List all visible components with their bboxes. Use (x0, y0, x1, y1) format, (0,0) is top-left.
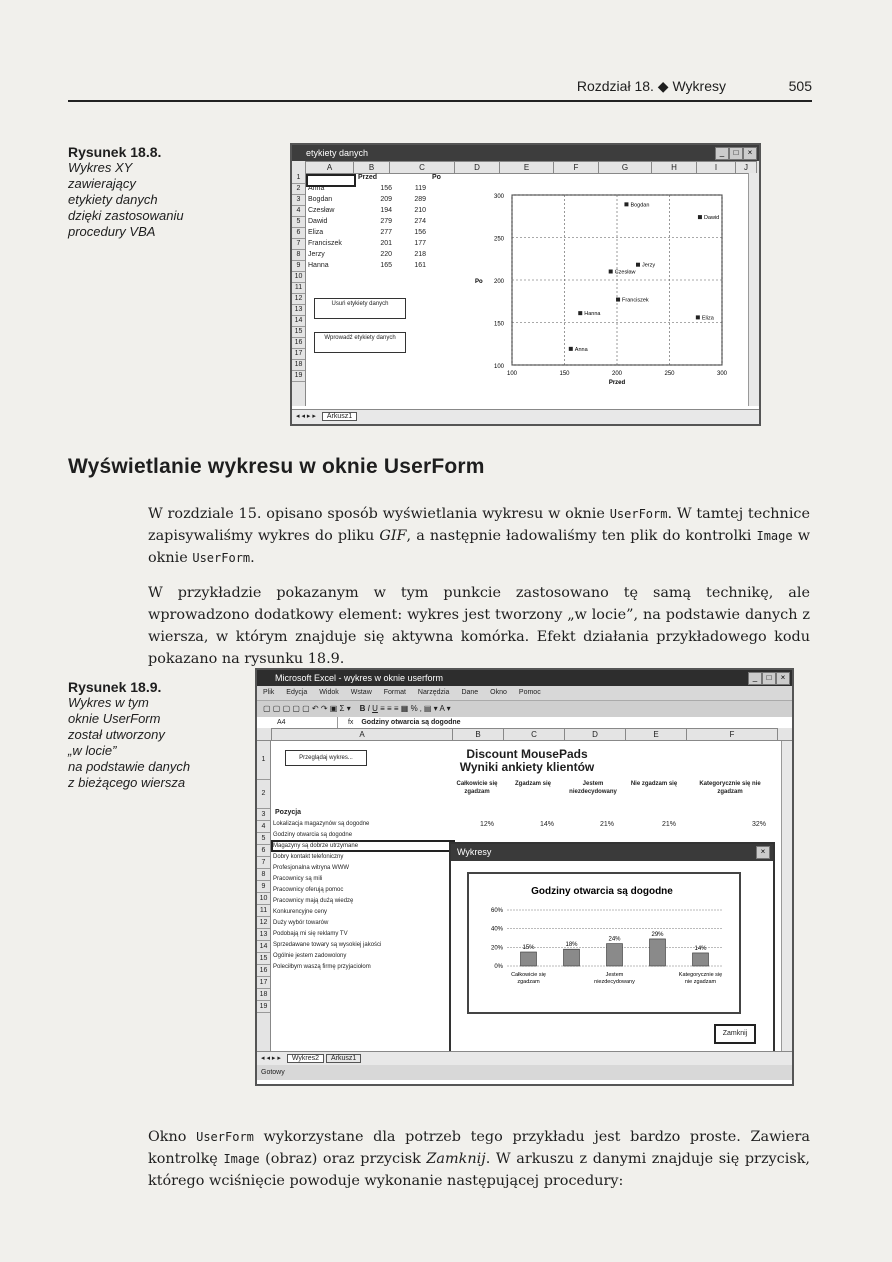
row-number[interactable]: 10 (257, 893, 270, 905)
caption-line: procedury VBA (68, 224, 156, 239)
response-header: Zgadzam się (514, 781, 551, 787)
item-row[interactable]: Podobają mi się reklamy TV (273, 931, 348, 937)
cell-name[interactable]: Eliza (308, 229, 324, 236)
cell-po[interactable]: 210 (414, 207, 426, 214)
vertical-scrollbar[interactable] (748, 173, 759, 406)
row-number[interactable]: 6 (292, 228, 305, 239)
x-axis-label: Przed (608, 380, 626, 386)
minimize-button[interactable]: _ (715, 147, 729, 160)
menu-item[interactable]: Format (383, 689, 406, 696)
value-cell[interactable]: 32% (752, 821, 767, 828)
table-row (308, 250, 426, 260)
header-przed: Przed (358, 174, 378, 181)
x-tick-label: 150 (559, 371, 570, 377)
item-row[interactable]: Pracownicy mają dużą wiedzę (273, 898, 354, 904)
bar-data-label: 14% (694, 945, 707, 952)
value-cell[interactable]: 12% (480, 821, 495, 828)
item-row[interactable]: Sprzedawane towary są wysokiej jakości (273, 942, 382, 948)
response-header: Nie zgadzam się (630, 781, 678, 787)
row-number[interactable]: 5 (257, 833, 270, 845)
vertical-scrollbar[interactable] (781, 741, 792, 1051)
menu-item[interactable]: Pomoc (518, 689, 541, 696)
row-number[interactable]: 14 (292, 316, 305, 327)
row-number[interactable]: 11 (292, 283, 305, 294)
chart-title: Godziny otwarcia są dogodne (531, 886, 673, 897)
text-run: W rozdziale 15. opisano sposób wyświetlania wykresu w oknie (148, 506, 610, 522)
row-number[interactable]: 2 (257, 780, 270, 809)
figure-18-8-caption (68, 144, 184, 240)
data-label: Eliza (701, 315, 714, 322)
row-number[interactable]: 9 (292, 261, 305, 272)
row-number[interactable]: 1 (292, 173, 305, 184)
row-header-column (257, 741, 271, 1051)
caption-line: „w locie” (68, 743, 117, 758)
dialog-titlebar (451, 844, 773, 861)
menu-item[interactable]: Plik (263, 689, 275, 696)
row-number[interactable]: 13 (292, 305, 305, 316)
row-number[interactable]: 6 (257, 845, 270, 857)
item-row[interactable]: Duży wybór towarów (273, 920, 329, 926)
fx-icon: fx (347, 719, 354, 726)
toolbar-icons[interactable]: ▢ ▢ ▢ ▢ ▢ ↶ ↷ ▣ Σ ▾ B I U ≡ ≡ ≡ ▦ % ‚ ▤ ▾ A ▾ (263, 704, 451, 713)
status-bar: Gotowy (257, 1065, 794, 1080)
cell-name[interactable]: Anna (308, 185, 325, 192)
row-number[interactable]: 19 (292, 371, 305, 382)
table-row (308, 195, 426, 205)
row-number[interactable]: 14 (257, 941, 270, 953)
paragraph-3 (148, 1126, 810, 1192)
y-tick-label: 200 (493, 279, 504, 285)
cell-name[interactable]: Hanna (308, 262, 329, 269)
bar (564, 949, 580, 966)
cell-name[interactable]: Bogdan (308, 196, 333, 203)
row-number[interactable]: 17 (292, 349, 305, 360)
cell-przed[interactable]: 201 (380, 240, 392, 247)
y-tick-label: 0% (494, 964, 503, 970)
header-po: Po (432, 174, 441, 181)
sheet-tab-wykres2[interactable]: Wykres2 (287, 1054, 324, 1063)
col-header[interactable]: H (651, 161, 697, 174)
bar (650, 939, 666, 966)
cell-name[interactable]: Czesław (308, 207, 335, 214)
y-tick-label: 20% (490, 945, 503, 952)
section-heading: Wyświetlanie wykresu w oknie UserForm (68, 455, 485, 478)
col-header[interactable]: A (271, 728, 453, 741)
close-button[interactable]: × (743, 147, 757, 160)
row-number[interactable]: 11 (257, 905, 270, 917)
response-header: Całkowicie się zgadzam (456, 781, 498, 795)
y-tick-label: 60% (490, 908, 503, 914)
menu-item[interactable]: Widok (319, 689, 339, 696)
caption-line: na podstawie danych (68, 759, 191, 774)
data-point[interactable] (609, 270, 613, 274)
bar-data-label: 18% (565, 942, 578, 949)
col-header[interactable]: A (305, 161, 354, 174)
caption-line: zawierający (68, 176, 136, 191)
caption-line: został utworzony (68, 727, 165, 742)
table-row (308, 206, 426, 216)
item-row[interactable]: Konkurencyjne ceny (273, 909, 328, 915)
toolbar (257, 700, 792, 717)
cell-przed[interactable]: 277 (380, 229, 392, 236)
italic-text: GIF (379, 528, 407, 544)
inline-code: UserForm (609, 507, 668, 521)
data-label: Bogdan (630, 202, 650, 209)
caption-line: dzięki zastosowaniu (68, 208, 184, 223)
userform-dialog (449, 842, 775, 1062)
maximize-button[interactable]: □ (729, 147, 743, 160)
col-header[interactable]: C (389, 161, 455, 174)
dialog-close-icon[interactable]: × (756, 846, 770, 859)
row-number[interactable]: 3 (257, 809, 270, 821)
row-number[interactable]: 16 (292, 338, 305, 349)
dialog-title: Wykresy (457, 847, 492, 857)
sheet-tab-bar (257, 1051, 792, 1065)
menu-item[interactable]: Okno (490, 689, 507, 696)
chapter-title: Rozdział 18. ◆ Wykresy (576, 78, 726, 94)
caption-line: oknie UserForm (68, 711, 161, 726)
image-control (467, 872, 741, 1014)
bar-data-label: 24% (608, 936, 621, 943)
cell-po[interactable]: 119 (414, 185, 426, 192)
value-cell[interactable]: 21% (600, 821, 615, 828)
x-tick-label: 300 (716, 371, 728, 377)
row-number[interactable]: 7 (292, 239, 305, 250)
bar-chart (469, 874, 735, 1008)
text-run: Okno (148, 1129, 197, 1145)
title-survey: Wyniki ankiety klientów (459, 760, 595, 774)
row-number[interactable]: 13 (257, 929, 270, 941)
y-tick-label: 250 (493, 236, 504, 243)
row-number[interactable]: 16 (257, 965, 270, 977)
item-row[interactable]: Ogólnie jestem zadowolony (273, 953, 347, 959)
menu-item[interactable]: Wstaw (350, 689, 372, 696)
paragraph-1 (148, 503, 810, 569)
sheet-tab-arkusz1[interactable]: Arkusz1 (326, 1054, 361, 1063)
bar-data-label: 15% (522, 945, 535, 951)
cell-po[interactable]: 218 (414, 251, 426, 258)
y-tick-label: 100 (493, 364, 504, 370)
y-tick-label: 40% (490, 926, 503, 933)
y-tick-label: 150 (493, 321, 504, 328)
item-row[interactable]: Godziny otwarcia są dogodne (273, 832, 353, 838)
italic-text: Zamknij (426, 1151, 486, 1167)
cell-po[interactable]: 289 (414, 196, 426, 203)
row-number[interactable]: 3 (292, 195, 305, 206)
cell-name[interactable]: Jerzy (308, 251, 325, 258)
cell-przed[interactable]: 194 (380, 207, 392, 214)
value-cell[interactable]: 14% (540, 821, 555, 828)
cell-po[interactable]: 177 (414, 240, 426, 247)
row-number[interactable]: 1 (257, 741, 270, 780)
x-tick-label: 250 (664, 371, 675, 377)
row-number[interactable]: 17 (257, 977, 270, 989)
table-row (308, 239, 426, 249)
data-point[interactable] (698, 215, 702, 219)
title-discount: Discount MousePads (466, 747, 588, 761)
data-label: Czesław (614, 269, 636, 276)
col-header[interactable]: B (452, 728, 504, 741)
row-number[interactable]: 18 (257, 989, 270, 1001)
inline-code: Image (756, 529, 793, 543)
row-number[interactable]: 19 (257, 1001, 270, 1013)
inline-code: UserForm (196, 1130, 254, 1144)
inline-code: Image (223, 1152, 260, 1166)
row-number[interactable]: 5 (292, 217, 305, 228)
col-header[interactable]: C (503, 728, 565, 741)
cell-przed[interactable]: 209 (380, 196, 392, 203)
data-point[interactable] (636, 263, 640, 267)
data-label: Jerzy (642, 262, 656, 269)
col-header[interactable]: E (499, 161, 554, 174)
xy-scatter-chart[interactable] (467, 183, 742, 398)
col-header[interactable]: B (353, 161, 390, 174)
caption-line: Wykres w tym (68, 695, 149, 710)
x-tick-label: 100 (506, 371, 518, 377)
paragraph-2: W przykładzie pokazanym w tym punkcie zastosowano tę samą technikę, ale wprowadzono dodatkowy element: wykres jest tworzony „w locie”, na podstawie danych z wiersza, w którym znajduje się aktywna komórka. Efekt działania przykładowego kodu pokazano na rysunku 18.9. (148, 585, 810, 667)
col-header[interactable]: E (625, 728, 687, 741)
window-titlebar (257, 670, 792, 686)
add-labels-button[interactable]: Wprowadź etykiety danych (314, 332, 406, 353)
figure-label: Rysunek 18.9. (68, 679, 162, 695)
row-number[interactable]: 10 (292, 272, 305, 283)
text-run: . W tamtej technice zapisywaliśmy wykres do pliku (148, 506, 810, 544)
maximize-button[interactable]: □ (762, 672, 776, 685)
menu-bar (257, 686, 792, 700)
cell-przed[interactable]: 156 (380, 185, 392, 192)
active-cell[interactable] (271, 840, 455, 852)
table-row (308, 217, 426, 227)
close-button[interactable]: × (776, 672, 790, 685)
x-tick-label: 200 (611, 371, 623, 377)
response-header: Jestem niezdecydowany (569, 781, 617, 795)
cell-przed[interactable]: 220 (380, 251, 392, 258)
value-cell[interactable]: 21% (662, 821, 677, 828)
sheet-title (452, 748, 602, 774)
tab-nav-arrows[interactable]: ◂ ◂ ▸ ▸ (296, 413, 316, 420)
item-row[interactable]: Poleciłbym waszą firmę przyjaciołom (273, 964, 371, 970)
x-category-label: Całkowicie się zgadzam (511, 972, 546, 985)
row-number[interactable]: 12 (257, 917, 270, 929)
col-header[interactable]: J (735, 161, 757, 174)
cell-name[interactable]: Franciszek (308, 240, 342, 247)
pozycja-label: Pozycja (275, 809, 302, 816)
row-number[interactable]: 9 (257, 881, 270, 893)
row-number[interactable]: 15 (292, 327, 305, 338)
cell-po[interactable]: 274 (414, 218, 426, 225)
item-row[interactable]: Dobry kontakt telefoniczny (273, 854, 344, 860)
caption-line: z bieżącego wiersza (68, 775, 186, 790)
data-point[interactable] (578, 311, 582, 315)
column-header-bar (257, 728, 792, 741)
data-label: Anna (574, 346, 588, 353)
text-run: (obraz) oraz przycisk (259, 1151, 427, 1167)
item-row[interactable]: Pracownicy są mili (273, 876, 323, 882)
window-title: Microsoft Excel - wykres w oknie userform (275, 673, 444, 683)
row-number[interactable]: 2 (292, 184, 305, 195)
response-header: Kategorycznie się nie zgadzam (699, 781, 761, 795)
row-number[interactable]: 12 (292, 294, 305, 305)
row-number[interactable]: 15 (257, 953, 270, 965)
col-header[interactable]: F (553, 161, 599, 174)
row-number[interactable]: 4 (257, 821, 270, 833)
table-row (308, 184, 426, 194)
remove-labels-button[interactable]: Usuń etykiety danych (314, 298, 406, 319)
inline-code: UserForm (192, 551, 251, 565)
bar (607, 944, 623, 966)
row-number[interactable]: 18 (292, 360, 305, 371)
menu-item[interactable]: Narzędzia (417, 689, 450, 696)
cell-po[interactable]: 161 (414, 262, 426, 269)
text-run: . W arkuszu z danymi znajduje się przycisk, którego wciśnięcie powoduje wykonanie następującej procedury: (148, 1151, 810, 1189)
table-row (308, 261, 426, 271)
name-box[interactable]: A4 (257, 717, 338, 728)
data-point[interactable] (569, 347, 573, 351)
data-label: Franciszek (622, 297, 649, 304)
minimize-button[interactable]: _ (748, 672, 762, 685)
data-label: Dawid (703, 215, 720, 222)
cell-przed[interactable]: 165 (380, 262, 392, 269)
col-header[interactable]: D (454, 161, 500, 174)
figure-label: Rysunek 18.8. (68, 144, 162, 160)
excel-window-xy (290, 143, 761, 426)
y-axis-label: Po (475, 279, 483, 285)
data-point[interactable] (696, 315, 700, 319)
cell-name[interactable]: Dawid (308, 218, 328, 225)
row-header-column (292, 173, 306, 406)
row-number[interactable]: 8 (292, 250, 305, 261)
caption-line: etykiety danych (68, 192, 158, 207)
zamknij-button[interactable]: Zamknij (714, 1024, 756, 1044)
col-header[interactable]: D (564, 728, 626, 741)
col-header[interactable]: G (598, 161, 652, 174)
data-label: Hanna (584, 311, 601, 318)
sheet-tab[interactable]: Arkusz1 (322, 412, 357, 421)
row-number[interactable]: 8 (257, 869, 270, 881)
item-row[interactable]: Pracownicy oferują pomoc (273, 887, 344, 893)
item-row[interactable]: Lokalizacja magazynów są dogodne (273, 821, 370, 827)
text-run: wykorzystane dla potrzeb tego przykładu jest bardzo proste. Zawiera kontrolkę (148, 1129, 810, 1167)
formula-input[interactable]: Godziny otwarcia są dogodne (361, 719, 461, 726)
bar-data-label: 29% (651, 931, 664, 938)
running-header (68, 78, 812, 102)
menu-item[interactable]: Dane (461, 689, 479, 696)
text-run: . (250, 550, 255, 566)
data-point[interactable] (616, 298, 620, 302)
x-category-label: Jestem niezdecydowany (594, 972, 635, 985)
row-number[interactable]: 7 (257, 857, 270, 869)
item-row[interactable]: Profesjonalna witryna WWW (273, 865, 350, 871)
window-title: etykiety danych (306, 148, 369, 158)
excel-window-userform (255, 668, 794, 1086)
figure-18-9-caption (68, 679, 190, 791)
cell-po[interactable]: 156 (414, 229, 426, 236)
x-category-label: Kategorycznie się nie zgadzam (678, 972, 723, 985)
data-point[interactable] (624, 202, 628, 206)
table-row (308, 228, 426, 238)
sheet-tab-bar (292, 409, 759, 424)
tab-nav-arrows[interactable]: ◂ ◂ ▸ ▸ (261, 1055, 281, 1062)
caption-line: Wykres XY (68, 160, 133, 175)
y-tick-label: 300 (493, 194, 504, 200)
window-titlebar (292, 145, 759, 161)
cell-przed[interactable]: 279 (380, 218, 392, 225)
col-header[interactable]: I (696, 161, 736, 174)
browse-chart-button[interactable]: Przeglądaj wykres... (285, 750, 367, 766)
bar (693, 953, 709, 966)
menu-item[interactable]: Edycja (286, 689, 308, 696)
row-number[interactable]: 4 (292, 206, 305, 217)
col-header[interactable]: F (686, 728, 778, 741)
text-run: w oknie (148, 528, 811, 566)
bar (521, 952, 537, 966)
text-run: , a następnie ładowaliśmy ten plik do kontrolki (406, 528, 757, 544)
page-number: 505 (788, 78, 812, 94)
item-row[interactable]: Magazyny są dobrze utrzymane (273, 843, 359, 849)
